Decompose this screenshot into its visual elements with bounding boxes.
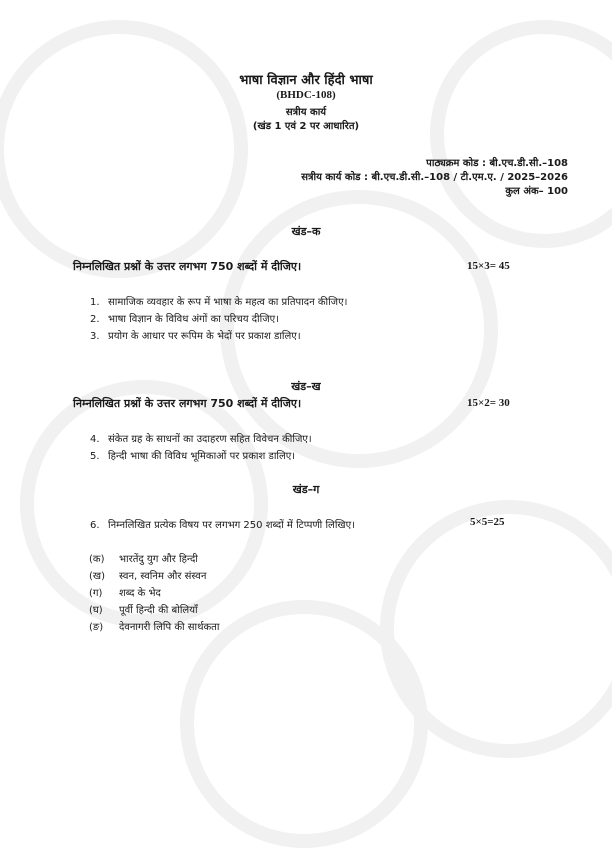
- option-item: [89, 551, 198, 565]
- watermark-circle: [380, 500, 612, 758]
- course-code-line: पाठ्यक्रम कोड : बी.एच.डी.सी.–108: [426, 158, 568, 169]
- watermark-circle: [0, 20, 248, 278]
- option-item: [89, 619, 219, 633]
- total-marks-line: कुल अंक– 100: [505, 186, 568, 197]
- section-c-marks: 5×5=25: [470, 516, 505, 528]
- question-item: [90, 328, 301, 342]
- option-item: [89, 568, 206, 582]
- option-text: पूर्वी हिन्दी की बोलियाँ: [119, 605, 198, 616]
- course-code: (BHDC-108): [276, 89, 336, 101]
- option-label: (ग): [89, 588, 103, 599]
- assignment-label: सत्रीय कार्य: [285, 107, 327, 118]
- option-label: (क): [89, 554, 105, 565]
- question-item: [90, 517, 355, 531]
- option-text: भारतेंदु युग और हिन्दी: [119, 554, 198, 565]
- section-a-instruction: निम्नलिखित प्रश्नों के उत्तर लगभग 750 शब्दों में दीजिए।: [73, 260, 302, 273]
- watermark-circle: [180, 600, 428, 848]
- section-b-marks: 15×2= 30: [467, 397, 510, 409]
- option-label: (ख): [89, 571, 105, 582]
- question-number: 5.: [90, 451, 100, 462]
- section-a-marks: 15×3= 45: [467, 260, 510, 272]
- question-item: [90, 294, 347, 308]
- document-title: भाषा विज्ञान और हिंदी भाषा: [239, 73, 373, 88]
- question-item: [90, 431, 312, 445]
- question-item: [90, 448, 295, 462]
- question-text: भाषा विज्ञान के विविध अंगों का परिचय दीजिए।: [108, 314, 279, 325]
- section-b-heading: खंड–ख: [291, 380, 321, 393]
- question-text: सामाजिक व्यवहार के रूप में भाषा के महत्व का प्रतिपादन कीजिए।: [108, 297, 348, 308]
- question-text: प्रयोग के आधार पर रूपिम के भेदों पर प्रकाश डालिए।: [108, 331, 301, 342]
- question-number: 6.: [90, 520, 100, 531]
- question-text: हिन्दी भाषा की विविध भूमिकाओं पर प्रकाश डालिए।: [108, 451, 296, 462]
- based-on-note: (खंड 1 एवं 2 पर आधारित): [252, 121, 360, 132]
- option-item: [89, 585, 161, 599]
- section-a-heading: खंड–क: [291, 225, 321, 238]
- option-text: शब्द के भेद: [119, 588, 161, 599]
- option-item: [89, 602, 198, 616]
- question-number: 4.: [90, 434, 100, 445]
- option-text: देवनागरी लिपि की सार्थकता: [119, 622, 220, 633]
- option-text: स्वन, स्वनिम और संस्वन: [119, 571, 207, 582]
- question-text: निम्नलिखित प्रत्येक विषय पर लगभग 250 शब्दों में टिप्पणी लिखिए।: [108, 520, 355, 531]
- section-c-heading: खंड–ग: [292, 483, 320, 496]
- question-number: 2.: [90, 314, 100, 325]
- question-number: 1.: [90, 297, 100, 308]
- question-number: 3.: [90, 331, 100, 342]
- option-label: (घ): [89, 605, 103, 616]
- question-text: संकेत ग्रह के साधनों का उदाहरण सहित विवेचन कीजिए।: [108, 434, 312, 445]
- option-label: (ङ): [89, 622, 104, 633]
- assignment-code-line: सत्रीय कार्य कोड : बी.एच.डी.सी.–108 / टी.एम.ए. / 2025–2026: [301, 172, 568, 183]
- watermark-circle: [430, 20, 612, 248]
- question-item: [90, 311, 279, 325]
- section-b-instruction: निम्नलिखित प्रश्नों के उत्तर लगभग 750 शब्दों में दीजिए।: [73, 397, 302, 410]
